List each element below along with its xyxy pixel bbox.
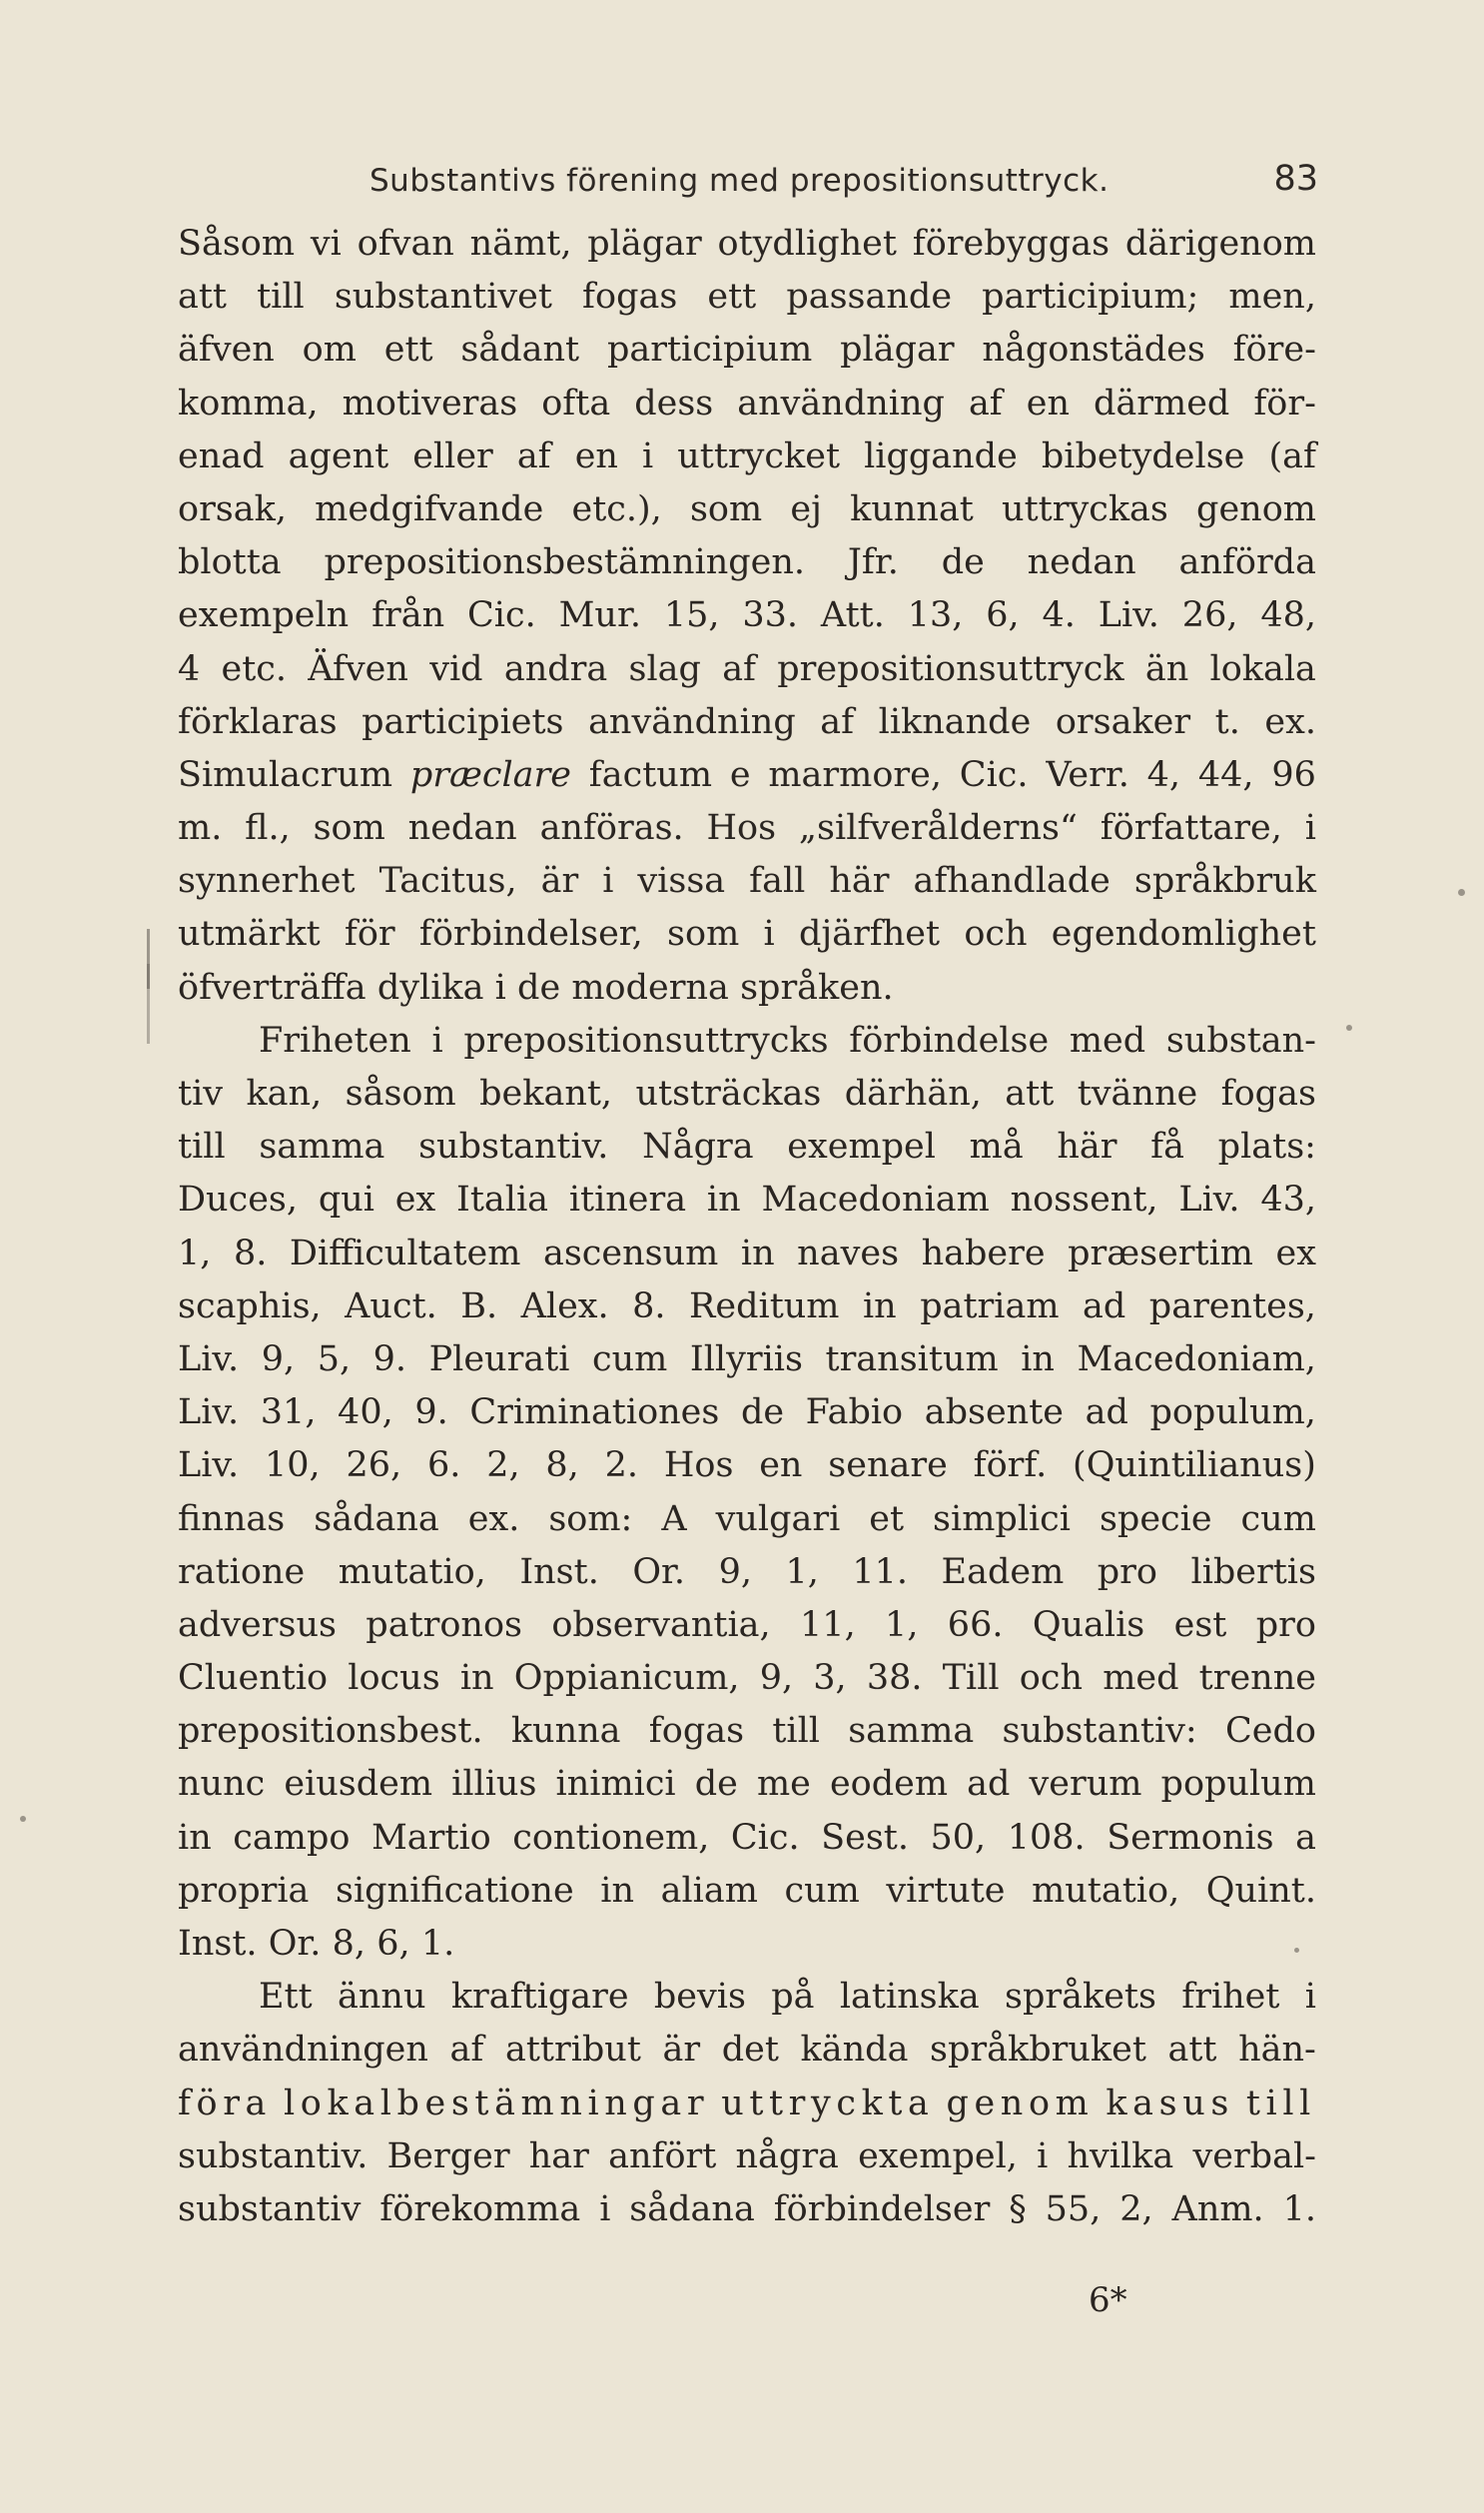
text-line: ratione mutatio, Inst. Or. 9, 1, 11. Eadem pro libertis xyxy=(178,1551,1316,1592)
text-line: 4 etc. Äfven vid andra slag af prepositionsuttryck än lokala xyxy=(178,648,1316,689)
text-line: Cluentio locus in Oppianicum, 9, 3, 38. Till och med trenne xyxy=(178,1658,1316,1699)
text-line: scaphis, Auct. B. Alex. 8. Reditum in patriam ad parentes, xyxy=(178,1285,1316,1326)
text-line: Ett ännu kraftigare bevis på latinska språkets frihet i xyxy=(259,1977,1316,2018)
paper-speck xyxy=(1294,1948,1299,1953)
page-number: 83 xyxy=(1273,159,1318,199)
text-line: in campo Martio contionem, Cic. Sest. 50, 108. Sermonis a xyxy=(178,1817,1316,1858)
paper-speck xyxy=(1346,1025,1352,1031)
text-line: Liv. 9, 5, 9. Pleurati cum Illyriis transitum in Macedoniam, xyxy=(178,1338,1316,1379)
text-line: förklaras participiets användning af liknande orsaker t. ex. xyxy=(178,701,1316,742)
text-line: synnerhet Tacitus, är i vissa fall här afhandlade språkbruk xyxy=(178,861,1316,902)
text-line: äfven om ett sådant participium plägar någonstädes före- xyxy=(178,330,1316,371)
text-line: prepositionsbest. kunna fogas till samma substantiv: Cedo xyxy=(178,1711,1316,1752)
paper-speck xyxy=(1458,889,1465,896)
text-line: att till substantivet fogas ett passande participium; men, xyxy=(178,277,1316,318)
text-line: exempeln från Cic. Mur. 15, 33. Att. 13, 6, 4. Liv. 26, 48, xyxy=(178,595,1316,636)
text-line: utmärkt för förbindelser, som i djärfhet och egendomlighet xyxy=(178,914,1316,955)
text-line: orsak, medgifvande etc.), som ej kunnat uttryckas genom xyxy=(178,488,1316,529)
text-line: substantiv förekomma i sådana förbindelser § 55, 2, Anm. 1. xyxy=(178,2188,1316,2229)
text-line: blotta prepositionsbestämningen. Jfr. de nedan anförda xyxy=(178,542,1316,583)
text-line: adversus patronos observantia, 11, 1, 66. Qualis est pro xyxy=(178,1604,1316,1645)
body-text xyxy=(178,218,1316,2236)
text-line: öfverträffa dylika i de moderna språken. xyxy=(178,967,894,1008)
text-line: enad agent eller af en i uttrycket liggande bibetydelse (af xyxy=(178,435,1316,476)
text-line: Liv. 10, 26, 6. 2, 8, 2. Hos en senare förf. (Quintilianus) xyxy=(178,1445,1316,1486)
text-line: Duces, qui ex Italia itinera in Macedoniam nossent, Liv. 43, xyxy=(178,1180,1316,1221)
signature-mark: 6* xyxy=(1089,2280,1127,2320)
text-line: substantiv. Berger har anfört några exempel, i hvilka verbal- xyxy=(178,2135,1316,2176)
text-line: propria significatione in aliam cum virtute mutatio, Quint. xyxy=(178,1870,1316,1911)
text-line: Simulacrum præclare factum e marmore, Cic. Verr. 4, 44, 96 xyxy=(178,754,1316,795)
running-header xyxy=(370,159,1318,211)
text-line: Inst. Or. 8, 6, 1. xyxy=(178,1924,455,1964)
text-line: Liv. 31, 40, 9. Criminationes de Fabio absente ad populum, xyxy=(178,1392,1316,1433)
text-line: finnas sådana ex. som: A vulgari et simplici specie cum xyxy=(178,1498,1316,1539)
running-title: Substantivs förening med prepositionsuttryck. xyxy=(370,163,1110,199)
text-line: Såsom vi ofvan nämt, plägar otydlighet förebyggas därigenom xyxy=(178,224,1316,264)
text-line: Friheten i prepositionsuttrycks förbindelse med substan- xyxy=(259,1020,1316,1061)
text-line: användningen af attribut är det kända språkbruket att hän- xyxy=(178,2030,1316,2071)
paper-speck xyxy=(20,1816,26,1822)
text-line: tiv kan, såsom bekant, utsträckas därhän, att tvänne fogas xyxy=(178,1074,1316,1114)
text-line: 1, 8. Difficultatem ascensum in naves habere præsertim ex xyxy=(178,1233,1316,1273)
text-line: föra lokalbestämningar uttryckta genom kasus till xyxy=(178,2083,1316,2123)
text-line: komma, motiveras ofta dess användning af en därmed för- xyxy=(178,383,1316,423)
text-line: m. fl., som nedan anföras. Hos „silfverålderns“ författare, i xyxy=(178,808,1316,849)
text-line: till samma substantiv. Några exempel må här få plats: xyxy=(178,1127,1316,1168)
text-line: nunc eiusdem illius inimici de me eodem ad verum populum xyxy=(178,1764,1316,1805)
margin-mark xyxy=(147,964,150,1044)
